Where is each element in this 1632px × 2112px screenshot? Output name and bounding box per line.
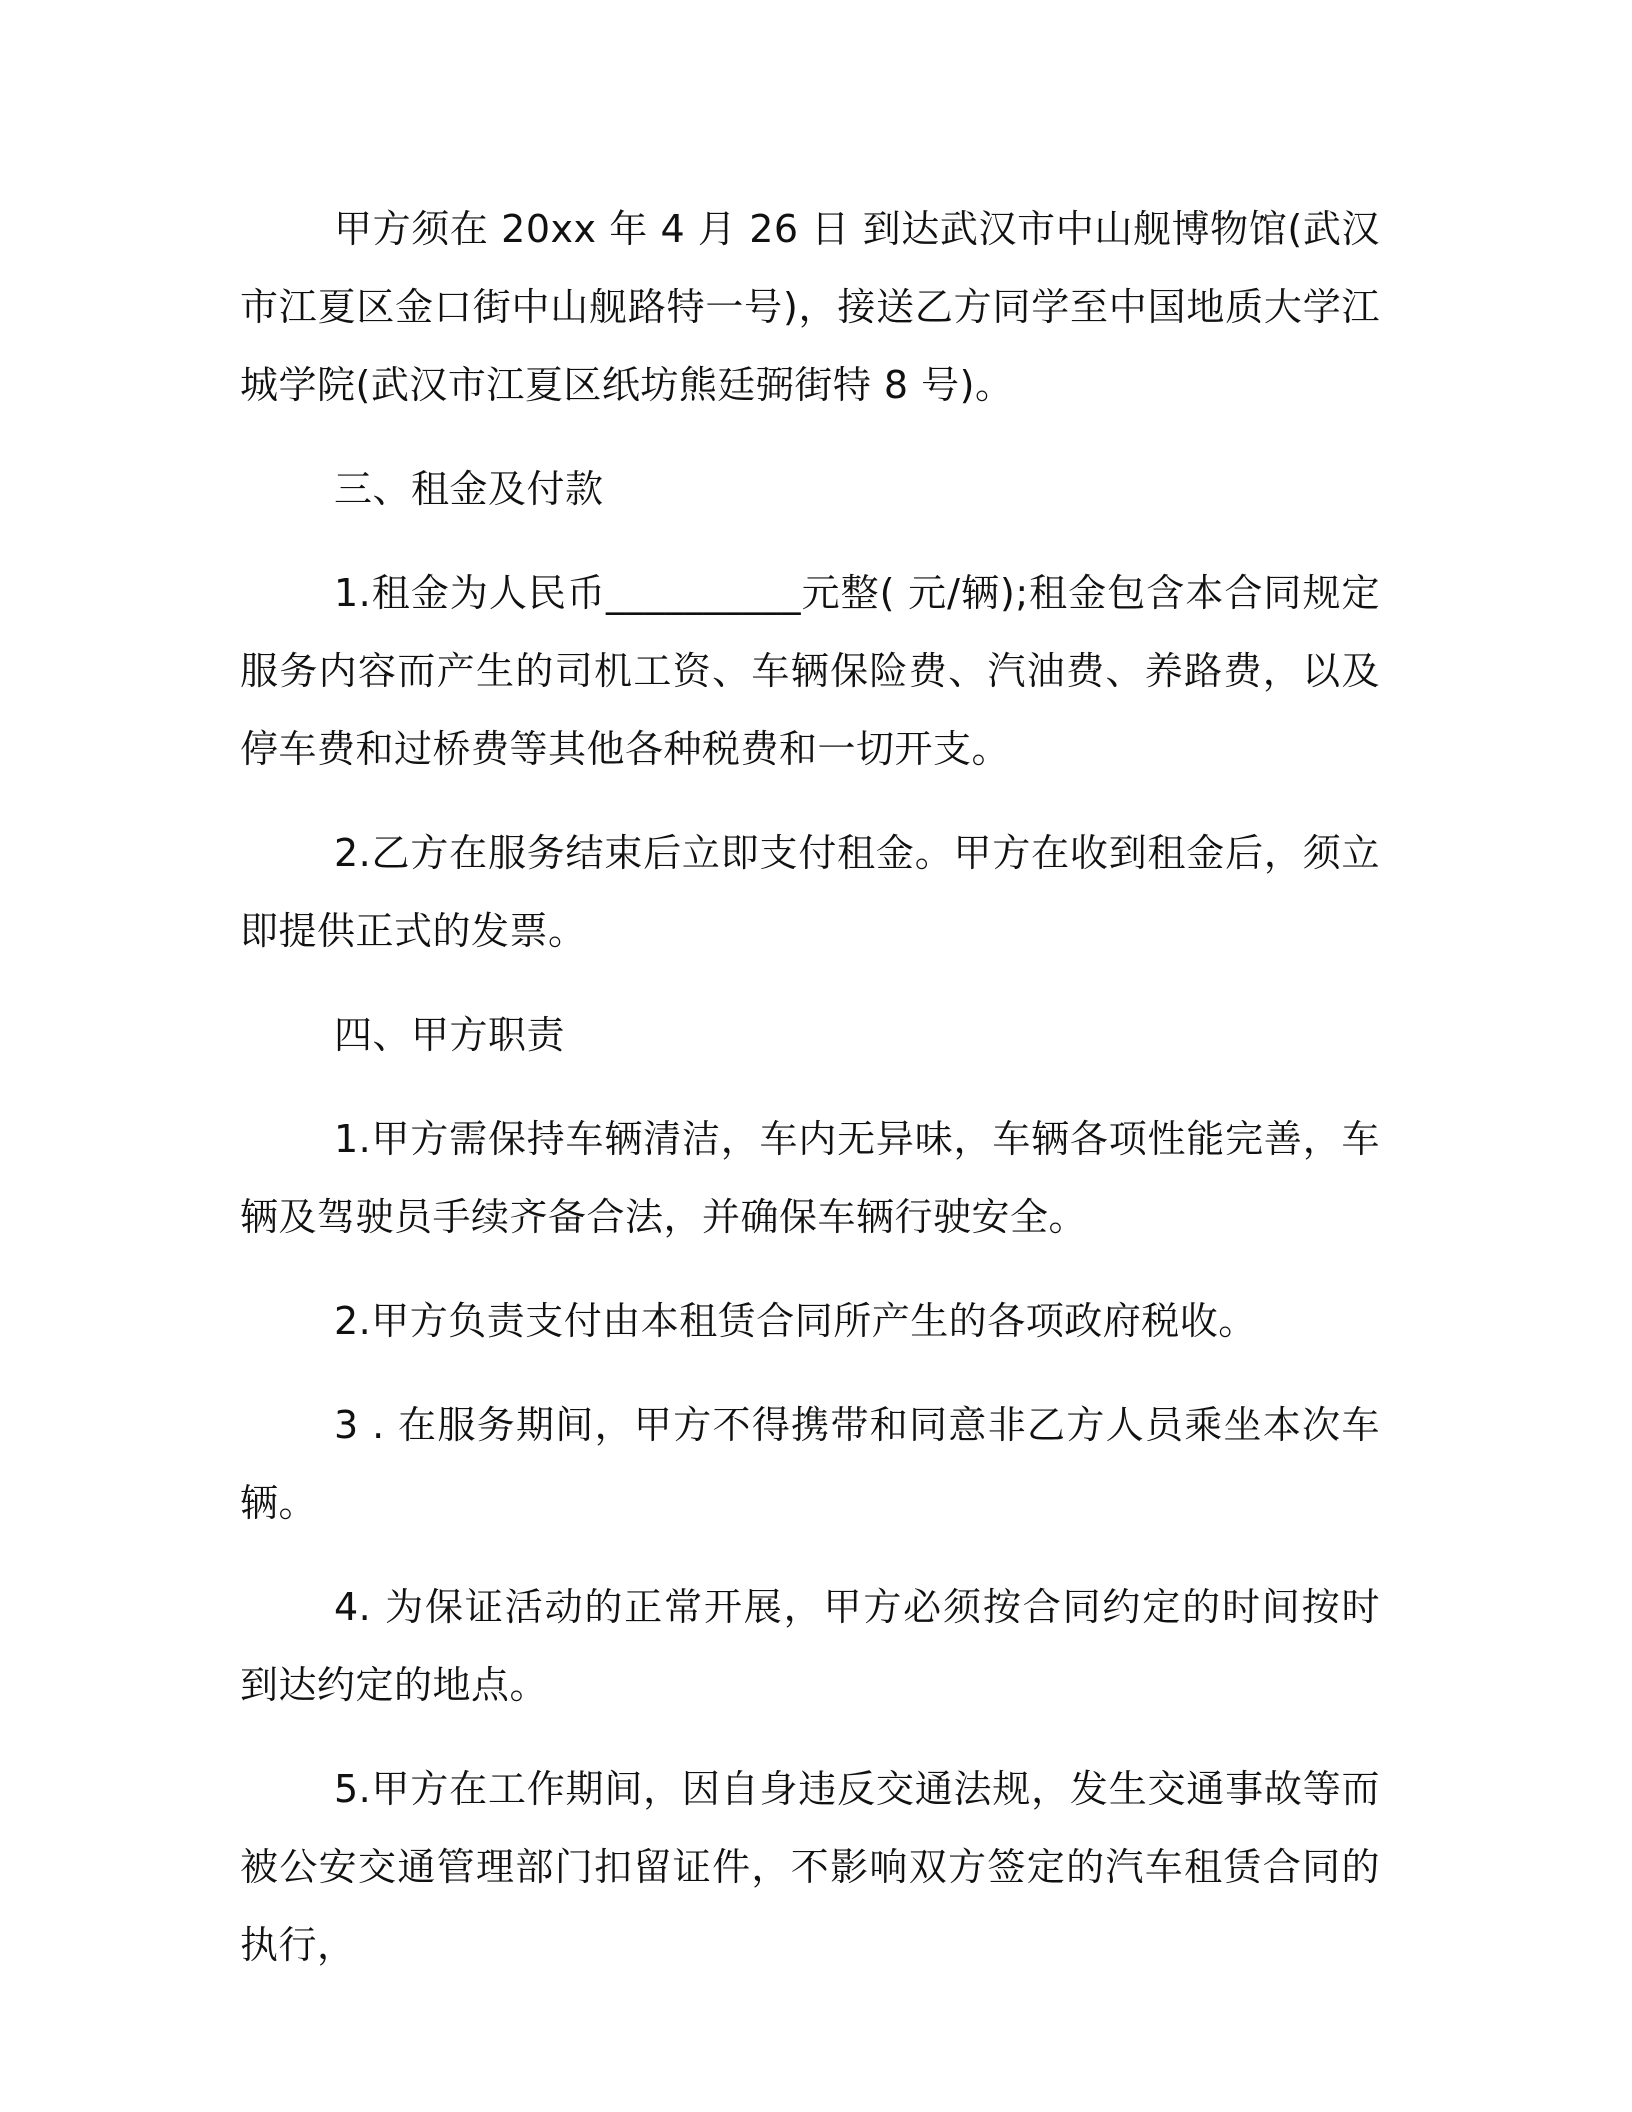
section-heading-rent-payment: 三、租金及付款 [334,467,604,511]
paragraph-pickup-location: 甲方须在 20xx 年 4 月 26 日 到达武汉市中山舰博物馆(武汉市江夏区金口街中山舰路特一号)，接送乙方同学至中国地质大学江城学院(武汉市江夏区纸坊熊廷弼街特 8 号)。 [240,207,1380,407]
document-body [240,190,1380,2010]
paragraph-duty-on-time: 4. 为保证活动的正常开展，甲方必须按合同约定的时间按时到达约定的地点。 [240,1585,1380,1707]
paragraph-duty-no-passengers: 3 . 在服务期间，甲方不得携带和同意非乙方人员乘坐本次车辆。 [240,1403,1380,1525]
section-heading-party-a-duties: 四、甲方职责 [334,1013,566,1057]
paragraph-duty-vehicle-clean: 1.甲方需保持车辆清洁，车内无异味，车辆各项性能完善，车辆及驾驶员手续齐备合法，并确保车辆行驶安全。 [240,1117,1380,1239]
paragraph-duty-taxes: 2.甲方负责支付由本租赁合同所产生的各项政府税收。 [334,1299,1257,1343]
paragraph-payment-invoice: 2.乙方在服务结束后立即支付租金。甲方在收到租金后，须立即提供正式的发票。 [240,831,1380,953]
paragraph-rent-amount: 1.租金为人民币__________元整( 元/辆);租金包含本合同规定服务内容而产生的司机工资、车辆保险费、汽油费、养路费，以及停车费和过桥费等其他各种税费和一切开支。 [240,571,1380,771]
paragraph-duty-traffic-violation: 5.甲方在工作期间，因自身违反交通法规，发生交通事故等而被公安交通管理部门扣留证件，不影响双方签定的汽车租赁合同的执行， [240,1767,1380,1967]
